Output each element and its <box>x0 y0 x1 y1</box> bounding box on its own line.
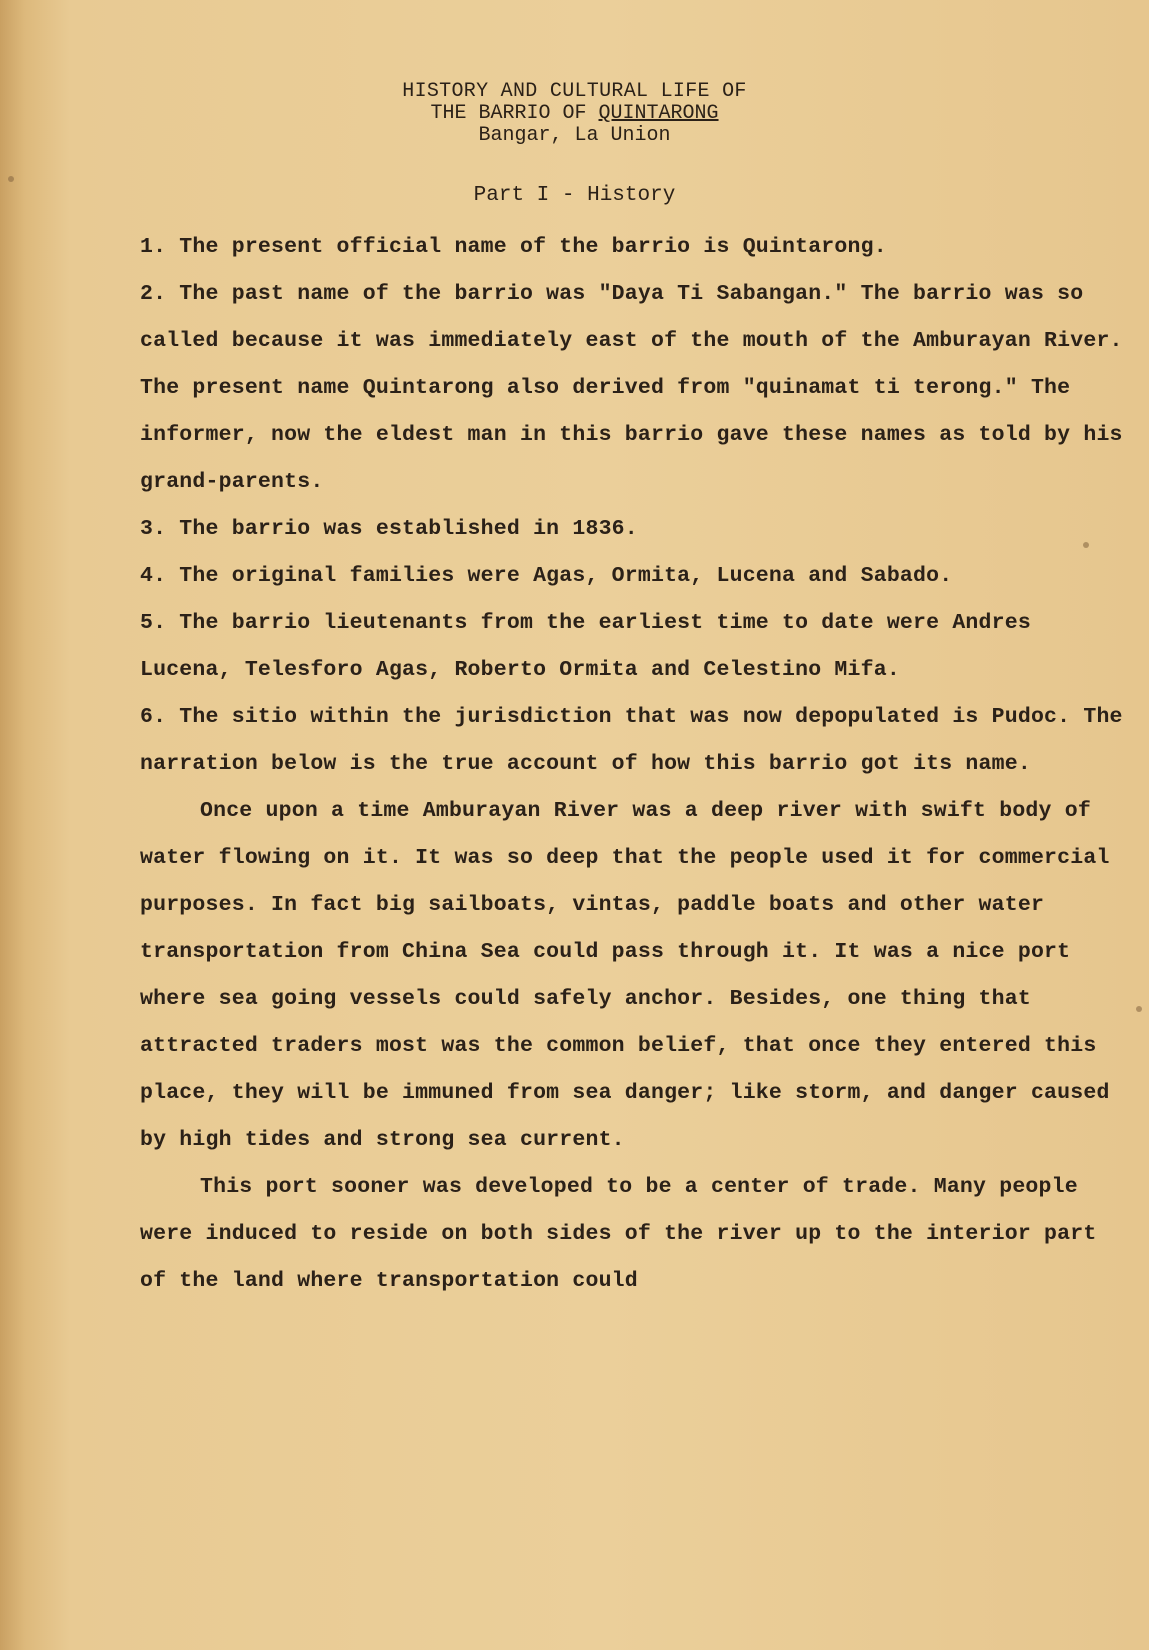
paragraph-1: 1. The present official name of the barrio is Quintarong. <box>140 235 887 259</box>
document-location: Bangar, La Union <box>478 124 671 147</box>
barrio-name: QUINTARONG <box>598 102 719 125</box>
document-body <box>140 224 1125 1305</box>
paragraph-4: 4. The original families were Agas, Ormita, Lucena and Sabado. <box>140 564 953 588</box>
paragraph-6: 6. The sitio within the jurisdiction that was now depopulated is Pudoc. The narration below is the true account of how this barrio got its name. <box>140 705 1123 776</box>
paragraph-narrative-2: This port sooner was developed to be a center of trade. Many people were induced to reside on both sides of the river up to the interior part of the land where transportation could <box>140 1175 1097 1293</box>
paragraph-3: 3. The barrio was established in 1836. <box>140 517 638 541</box>
paper-speck <box>8 176 14 182</box>
document-title-line-1: HISTORY AND CULTURAL LIFE OF <box>402 80 747 103</box>
part-heading: Part I - History <box>473 184 676 207</box>
document-title-line-2 <box>0 102 1149 125</box>
title-prefix: THE BARRIO OF <box>430 102 599 125</box>
paragraph-2: 2. The past name of the barrio was "Daya Ti Sabangan." The barrio was so called because it was immediately east of the mouth of the Amburayan River. The present name Quintarong also derived from "quinamat ti terong." The informer, now the eldest man in this barrio gave these names as told by his grand-parents. <box>140 282 1123 494</box>
paragraph-narrative-1: Once upon a time Amburayan River was a deep river with swift body of water flowing on it. It was so deep that the people used it for commercial purposes. In fact big sailboats, vintas, paddle boats and other water transportation from China Sea could pass through it. It was a nice port where sea going vessels could safely anchor. Besides, one thing that attracted traders most was the common belief, that once they entered this place, they will be immuned from sea danger; like storm, and danger caused by high tides and strong sea current. <box>140 799 1110 1152</box>
paper-speck <box>1136 1006 1142 1012</box>
paragraph-5: 5. The barrio lieutenants from the earliest time to date were Andres Lucena, Telesforo Agas, Roberto Ormita and Celestino Mifa. <box>140 611 1031 682</box>
